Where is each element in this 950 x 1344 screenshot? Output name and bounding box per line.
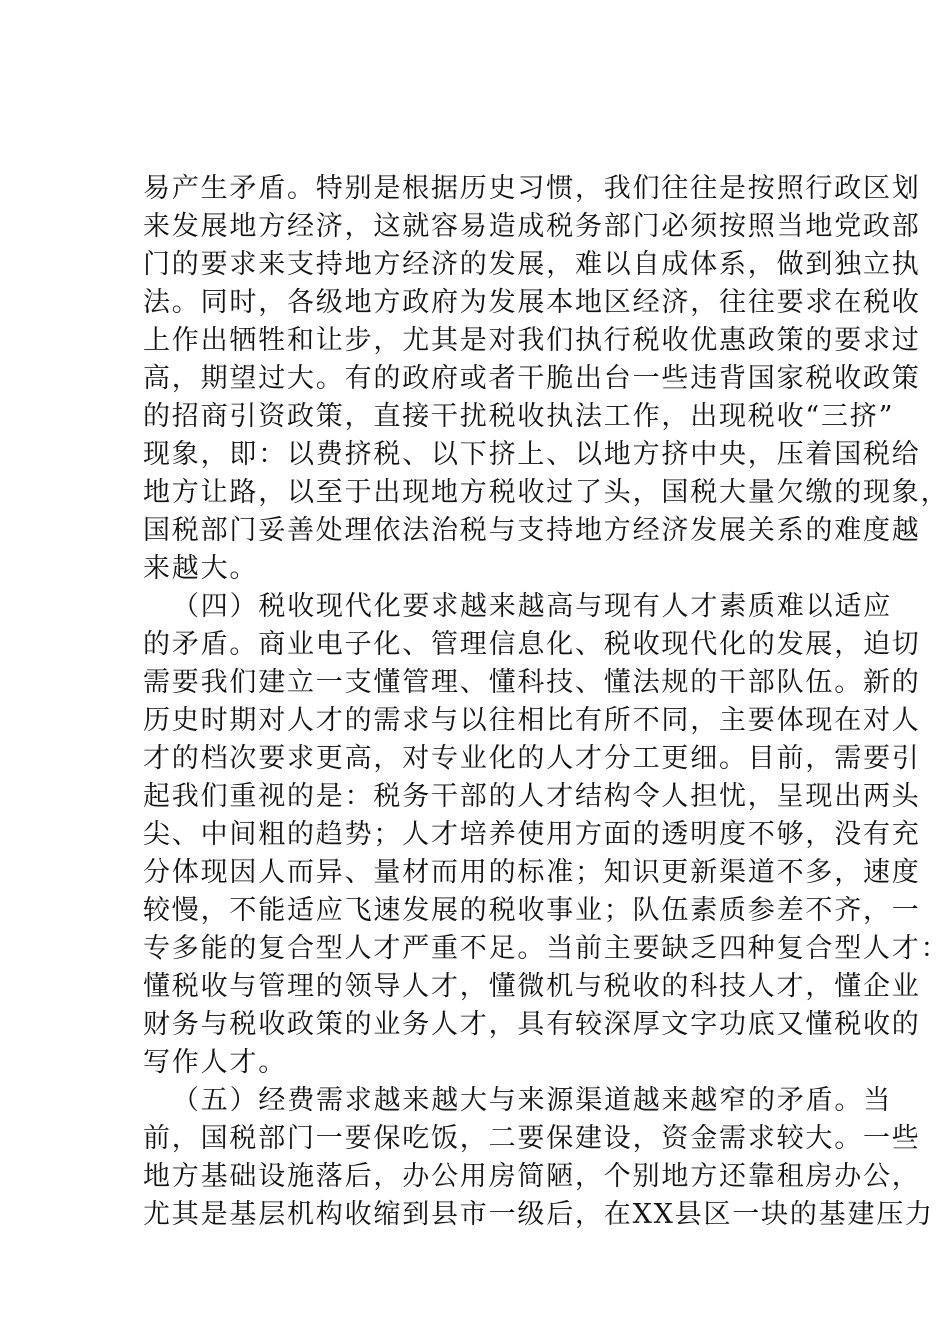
text-line: （四）税收现代化要求越来越高与现有人才素质难以适应 xyxy=(172,591,892,622)
text-line: 地方基础设施落后，办公用房简陋，个别地方还靠租房办公， xyxy=(143,1161,921,1192)
text-line: 地方让路，以至于出现地方税收过了头，国税大量欠缴的现象， xyxy=(143,477,950,508)
text-line: 较慢，不能适应飞速发展的税收事业；队伍素质参差不齐，一 xyxy=(143,895,921,926)
text-line: 尤其是基层机构收缩到县市一级后，在XX县区一块的基建压力 xyxy=(143,1199,934,1230)
text-line: 前，国税部门一要保吃饭，二要保建设，资金需求较大。一些 xyxy=(143,1123,921,1154)
text-line: 写作人才。 xyxy=(143,1047,287,1078)
text-line: （五）经费需求越来越大与来源渠道越来越窄的矛盾。当 xyxy=(172,1085,892,1116)
text-line: 尖、中间粗的趋势；人才培养使用方面的透明度不够，没有充 xyxy=(143,819,921,850)
text-line: 来越大。 xyxy=(143,553,259,584)
text-line: 财务与税收政策的业务人才，具有较深厚文字功底又懂税收的 xyxy=(143,1009,921,1040)
text-line: 需要我们建立一支懂管理、懂科技、懂法规的干部队伍。新的 xyxy=(143,667,921,698)
text-line: 专多能的复合型人才严重不足。当前主要缺乏四种复合型人才： xyxy=(143,933,950,964)
text-line: 门的要求来支持地方经济的发展，难以自成体系，做到独立执 xyxy=(143,249,921,280)
text-line: 现象，即：以费挤税、以下挤上、以地方挤中央，压着国税给 xyxy=(143,439,921,470)
text-line: 上作出牺牲和让步，尤其是对我们执行税收优惠政策的要求过 xyxy=(143,325,921,356)
text-line: 高，期望过大。有的政府或者干脆出台一些违背国家税收政策 xyxy=(143,363,921,394)
text-line: 法。同时，各级地方政府为发展本地区经济，往往要求在税收 xyxy=(143,287,921,318)
text-line: 的招商引资政策，直接干扰税收执法工作，出现税收“三挤” xyxy=(143,401,895,432)
text-line: 国税部门妥善处理依法治税与支持地方经济发展关系的难度越 xyxy=(143,515,921,546)
text-line: 历史时期对人才的需求与以往相比有所不同，主要体现在对人 xyxy=(143,705,921,736)
text-line: 的矛盾。商业电子化、管理信息化、税收现代化的发展，迫切 xyxy=(143,629,921,660)
text-line: 来发展地方经济，这就容易造成税务部门必须按照当地党政部 xyxy=(143,211,921,242)
text-line: 分体现因人而异、量材而用的标准；知识更新渠道不多，速度 xyxy=(143,857,921,888)
text-line: 懂税收与管理的领导人才，懂微机与税收的科技人才，懂企业 xyxy=(143,971,921,1002)
text-line: 才的档次要求更高，对专业化的人才分工更细。目前，需要引 xyxy=(143,743,921,774)
text-line: 易产生矛盾。特别是根据历史习惯，我们往往是按照行政区划 xyxy=(143,173,921,204)
text-line: 起我们重视的是：税务干部的人才结构令人担忧，呈现出两头 xyxy=(143,781,921,812)
